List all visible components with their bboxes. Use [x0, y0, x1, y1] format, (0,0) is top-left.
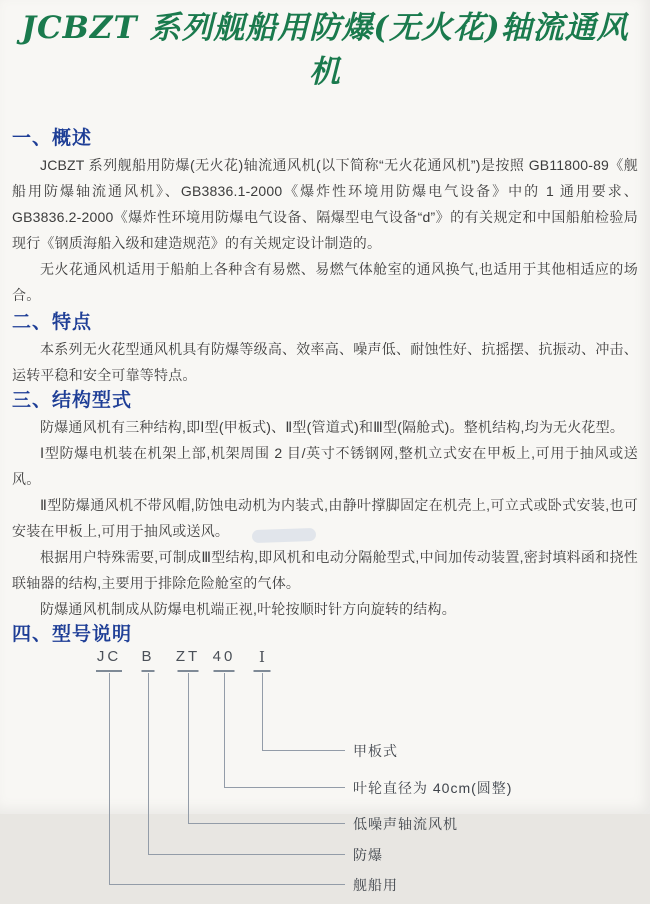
connector-vertical-line [224, 673, 225, 787]
section-heading-overview: 一、概述 [12, 128, 93, 149]
code-underline [214, 670, 235, 672]
model-code-jc: JC [96, 648, 122, 665]
structure-paragraph-3: Ⅱ型防爆通风机不带风帽,防蚀电动机为内装式,由静叶撑脚固定在机壳上,可立式或卧式安装,也可安装在甲板上,可用于抽风或送风。 [12, 497, 638, 539]
connector-horizontal-line [262, 750, 345, 751]
section-heading-features: 二、特点 [12, 312, 93, 333]
model-code-label-zt: 低噪声轴流风机 [353, 816, 458, 832]
page-title: JCBZT 系列舰船用防爆(无火花)轴流通风机 [21, 10, 629, 90]
model-code-label-i: 甲板式 [353, 743, 398, 759]
section-overview [12, 126, 638, 308]
code-underline [178, 670, 199, 672]
scan-smudge [252, 528, 316, 543]
structure-paragraph-1: 防爆通风机有三种结构,即Ⅰ型(甲板式)、Ⅱ型(管道式)和Ⅲ型(隔舱式)。整机结构,均为无火花型。 [40, 419, 625, 435]
connector-horizontal-line [109, 884, 345, 885]
model-code-diagram [12, 648, 638, 904]
model-code-zt: ZT [175, 648, 201, 665]
code-underline [142, 670, 155, 672]
connector-vertical-line [109, 673, 110, 884]
connector-vertical-line [188, 673, 189, 823]
code-underline [254, 670, 271, 672]
connector-horizontal-line [148, 854, 345, 855]
model-code-label-40: 叶轮直径为 40cm(圆整) [353, 780, 513, 796]
structure-paragraph-5: 防爆通风机制成从防爆电机端正视,叶轮按顺时针方向旋转的结构。 [40, 601, 456, 617]
overview-paragraph-2: 无火花通风机适用于船舶上各种含有易燃、易燃气体舱室的通风换气,也适用于其他相适应的场合。 [12, 261, 638, 303]
model-code-b: B [141, 648, 155, 665]
overview-paragraph-1: JCBZT 系列舰船用防爆(无火花)轴流通风机(以下简称“无火花通风机”)是按照 GB11800-89《舰船用防爆轴流通风机》、GB3836.1-2000《爆炸性环境用防爆电气设备》中的 1 通用要求、GB3836.2-2000《爆炸性环境用防爆电气设备、隔爆型电气设备“d”》的有关规定和中国船舶检验局现行《钢质海船入级和建造规范》的有关规定设计制造的。 [12, 157, 638, 251]
section-model [12, 622, 638, 904]
section-structure [12, 388, 638, 622]
model-code-i: I [259, 648, 265, 666]
code-underline [96, 670, 122, 672]
connector-horizontal-line [188, 823, 345, 824]
connector-vertical-line [262, 673, 263, 750]
connector-vertical-line [148, 673, 149, 854]
model-code-label-b: 防爆 [353, 847, 383, 863]
model-code-label-jc: 舰船用 [353, 877, 398, 893]
structure-paragraph-2: Ⅰ型防爆电机装在机架上部,机架周围 2 目/英寸不锈钢网,整机立式安在甲板上,可用于抽风或送风。 [12, 445, 638, 487]
section-heading-structure: 三、结构型式 [12, 390, 133, 411]
section-heading-model: 四、型号说明 [12, 624, 133, 645]
structure-paragraph-4: 根据用户特殊需要,可制成Ⅲ型结构,即风机和电动分隔舱型式,中间加传动装置,密封填料函和挠性联轴器的结构,主要用于排除危险舱室的气体。 [12, 549, 638, 591]
model-code-40: 40 [212, 648, 236, 665]
connector-horizontal-line [224, 787, 345, 788]
features-paragraph-1: 本系列无火花型通风机具有防爆等级高、效率高、噪声低、耐蚀性好、抗摇摆、抗振动、冲击、运转平稳和安全可靠等特点。 [12, 341, 638, 383]
section-features [12, 310, 638, 388]
